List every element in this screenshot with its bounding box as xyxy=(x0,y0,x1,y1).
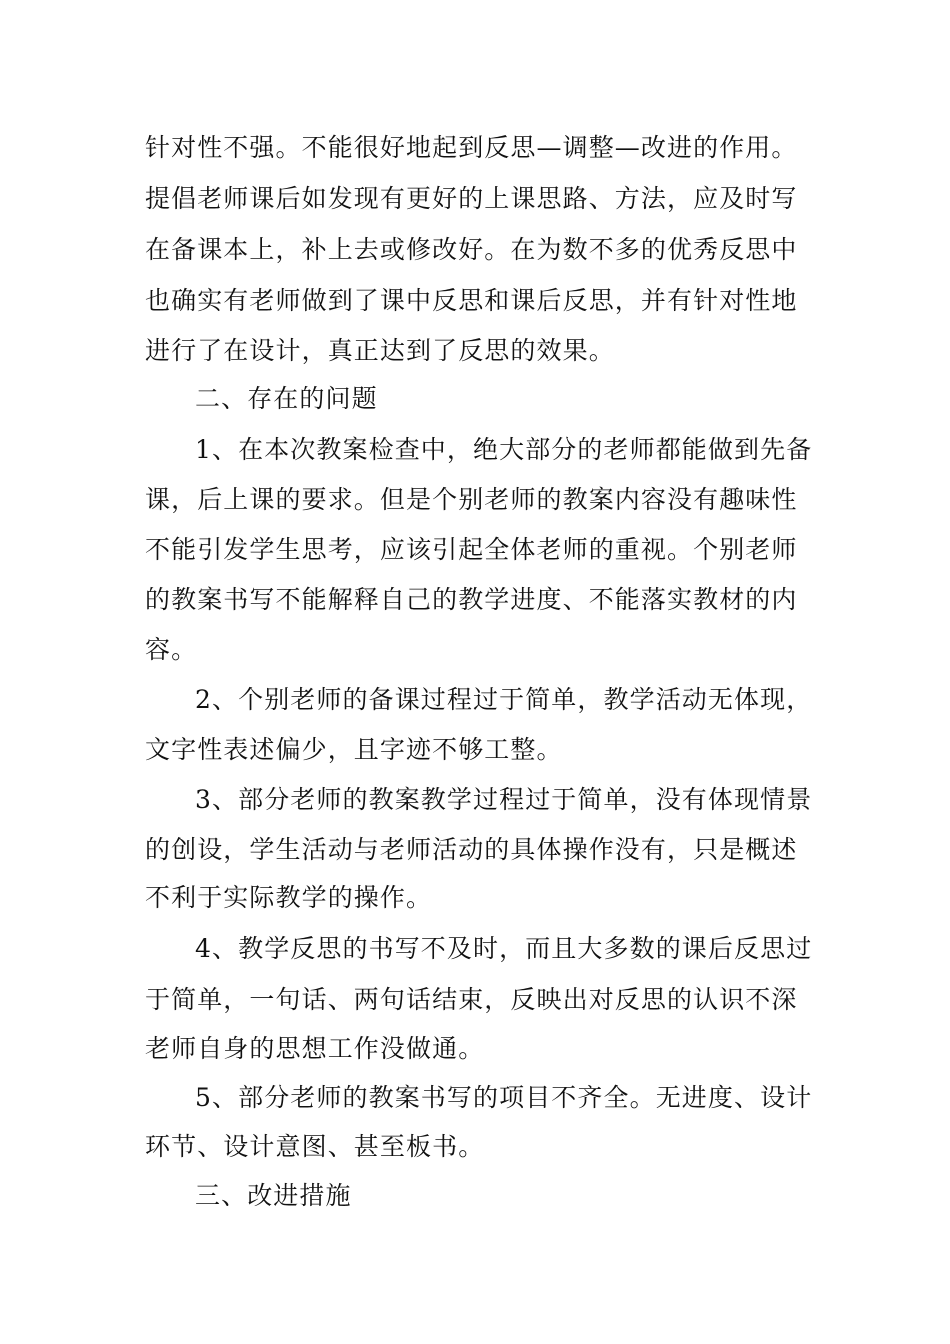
list-item-text: 1、在本次教案检查中，绝大部分的老师都能做到先备 xyxy=(195,435,813,464)
text-line: 的教案书写不能解释自己的教学进度、不能落实教材的内 xyxy=(145,585,798,614)
section-heading: 三、改进措施 xyxy=(195,1181,352,1210)
list-item-text: 3、部分老师的教案教学过程过于简单，没有体现情景 xyxy=(195,785,813,814)
text-line: 老师自身的思想工作没做通。 xyxy=(145,1034,485,1063)
text-line: 提倡老师课后如发现有更好的上课思路、方法，应及时写 xyxy=(145,184,798,213)
text-line: 针对性不强。不能很好地起到反思—调整—改进的作用。 xyxy=(145,133,798,162)
text-line: 不能引发学生思考，应该引起全体老师的重视。个别老师 xyxy=(145,535,798,564)
list-item-text: 2、个别老师的备课过程过于简单，教学活动无体现， xyxy=(195,685,813,714)
text-line: 在备课本上，补上去或修改好。在为数不多的优秀反思中 xyxy=(145,235,798,264)
list-item-text: 5、部分老师的教案书写的项目不齐全。无进度、设计 xyxy=(195,1083,813,1112)
section-heading: 二、存在的问题 xyxy=(195,384,378,413)
text-line: 的创设，学生活动与老师活动的具体操作没有，只是概述 xyxy=(145,835,798,864)
text-line: 课，后上课的要求。但是个别老师的教案内容没有趣味性 xyxy=(145,485,798,514)
text-line: 文字性表述偏少，且字迹不够工整。 xyxy=(145,735,563,764)
list-item-text: 4、教学反思的书写不及时，而且大多数的课后反思过 xyxy=(195,934,813,963)
text-line: 不利于实际教学的操作。 xyxy=(145,883,433,912)
text-line: 环节、设计意图、甚至板书。 xyxy=(145,1132,485,1161)
text-line: 于简单，一句话、两句话结束，反映出对反思的认识不深 xyxy=(145,985,798,1014)
text-line: 容。 xyxy=(145,635,198,664)
text-line: 也确实有老师做到了课中反思和课后反思，并有针对性地 xyxy=(145,286,798,315)
text-line: 进行了在设计，真正达到了反思的效果。 xyxy=(145,336,615,365)
